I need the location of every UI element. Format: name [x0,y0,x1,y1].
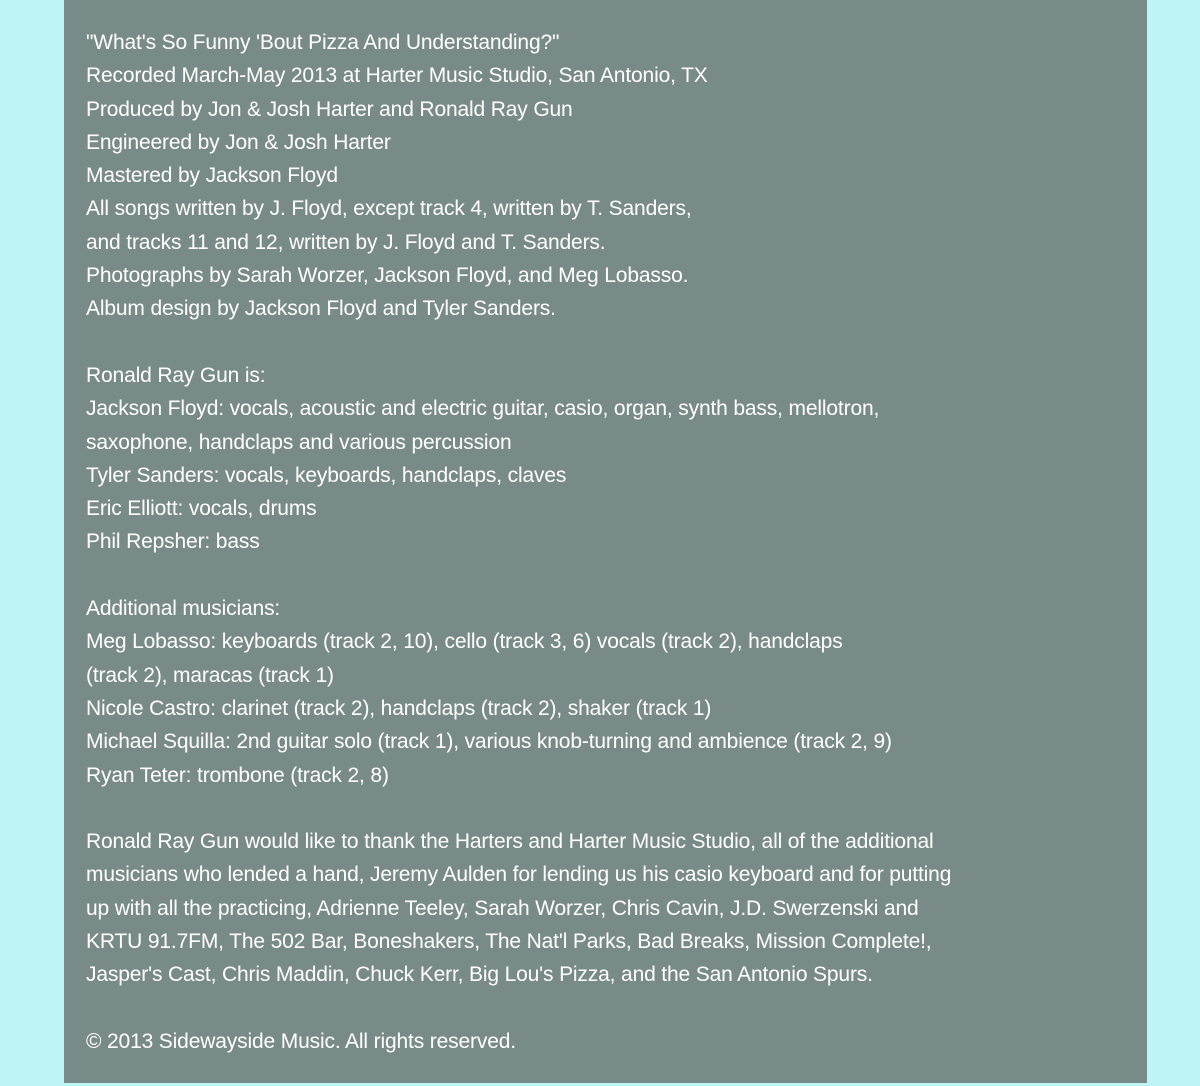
songwriting-info-continued: and tracks 11 and 12, written by J. Floyd and T. Sanders. [86,230,606,254]
section-spacer [86,326,1126,359]
credits-panel [64,0,1147,1083]
band-member-line: Tyler Sanders: vocals, keyboards, handclaps, claves [86,463,567,487]
band-member-line: Eric Elliott: vocals, drums [86,497,317,521]
design-info: Album design by Jackson Floyd and Tyler Sanders. [86,297,556,321]
band-member-line: Phil Repsher: bass [86,530,260,554]
thanks-line: Jasper's Cast, Chris Maddin, Chuck Kerr, Big Lou's Pizza, and the San Antonio Spurs. [86,963,873,987]
musician-line: Nicole Castro: clarinet (track 2), handclaps (track 2), shaker (track 1) [86,696,712,720]
recording-info: Recorded March-May 2013 at Harter Music Studio, San Antonio, TX [86,64,708,88]
credits-text [86,26,1126,1058]
band-member-line: Jackson Floyd: vocals, acoustic and electric guitar, casio, organ, synth bass, mellotron, [86,397,880,421]
musician-line: Meg Lobasso: keyboards (track 2, 10), cello (track 3, 6) vocals (track 2), handclaps [86,630,843,654]
additional-musicians-section [86,592,1126,792]
section-spacer [86,792,1126,825]
photography-info: Photographs by Sarah Worzer, Jackson Floyd, and Meg Lobasso. [86,264,689,288]
thanks-section [86,825,1126,991]
thanks-line: KRTU 91.7FM, The 502 Bar, Boneshakers, The Nat'l Parks, Bad Breaks, Mission Complete!, [86,930,932,954]
musician-line: (track 2), maracas (track 1) [86,663,334,687]
additional-musicians-heading: Additional musicians: [86,597,281,621]
band-heading: Ronald Ray Gun is: [86,363,266,387]
copyright-notice: © 2013 Sidewayside Music. All rights reserved. [86,1029,516,1053]
band-section [86,359,1126,559]
musician-line: Michael Squilla: 2nd guitar solo (track 1), various knob-turning and ambience (track 2, 9) [86,730,892,754]
section-spacer [86,559,1126,592]
mastering-info: Mastered by Jackson Floyd [86,164,338,188]
thanks-line: up with all the practicing, Adrienne Teeley, Sarah Worzer, Chris Cavin, J.D. Swerzenski and [86,896,919,920]
songwriting-info: All songs written by J. Floyd, except track 4, written by T. Sanders, [86,197,692,221]
thanks-line: Ronald Ray Gun would like to thank the Harters and Harter Music Studio, all of the additional [86,830,934,854]
thanks-line: musicians who lended a hand, Jeremy Aulden for lending us his casio keyboard and for putting [86,863,952,887]
producer-info: Produced by Jon & Josh Harter and Ronald Ray Gun [86,97,573,121]
album-title: "What's So Funny 'Bout Pizza And Understanding?" [86,31,560,54]
credits-section [86,26,1126,326]
musician-line: Ryan Teter: trombone (track 2, 8) [86,763,389,787]
engineer-info: Engineered by Jon & Josh Harter [86,130,391,154]
section-spacer [86,992,1126,1025]
band-member-line: saxophone, handclaps and various percussion [86,430,512,454]
